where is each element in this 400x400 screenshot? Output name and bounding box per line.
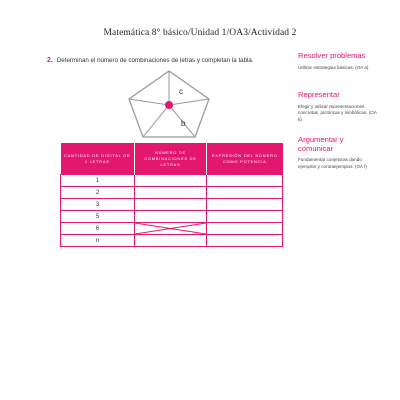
- table-row: [61, 199, 283, 211]
- skill-description: Fundamentar conjeturas dando ejemplos y contraejemplos. (OA f): [298, 157, 367, 169]
- power-expression-cell[interactable]: [207, 211, 283, 223]
- letters-count-cell: n: [61, 235, 135, 247]
- table-row: [61, 223, 283, 235]
- combinations-cell[interactable]: [135, 223, 207, 235]
- pentagon-figure: [124, 68, 214, 140]
- skill-description: Elegir y utilizar representaciones concretas, pictóricas y simbólicas. (OA k): [298, 103, 377, 122]
- skill-resolver: [298, 52, 378, 71]
- combinations-cell[interactable]: [135, 199, 207, 211]
- table-row: [61, 211, 283, 223]
- question-number: 2.: [47, 57, 53, 64]
- document-title: Matemática 8° básico/Unidad 1/OA3/Actividad 2: [103, 28, 297, 38]
- combinations-cell[interactable]: [135, 235, 207, 247]
- table-header-row: [61, 143, 283, 175]
- combinations-cell[interactable]: [135, 187, 207, 199]
- skill-heading: Resolver problemas: [298, 51, 366, 60]
- combinations-cell[interactable]: [135, 211, 207, 223]
- skill-description: Utilizar estrategias básicas. (OA a): [298, 64, 369, 70]
- header-letters-count: CANTIDAD DE DIGITAL DE 1 LETRAS: [61, 143, 135, 175]
- sector-label-b: b: [181, 119, 186, 128]
- sector-label-c: c: [179, 87, 183, 96]
- table-row: [61, 187, 283, 199]
- power-expression-cell[interactable]: [207, 175, 283, 187]
- skill-representar: [298, 91, 378, 123]
- skill-heading: Representar: [298, 90, 340, 99]
- question: [47, 57, 254, 64]
- skill-argumentar: [298, 136, 378, 170]
- letters-count-cell: 1: [61, 175, 135, 187]
- center-dot: [165, 101, 173, 109]
- letters-count-cell: 3: [61, 199, 135, 211]
- header-combinations: NÚMERO DE COMBINACIONES DE LETRAS: [135, 143, 207, 175]
- power-expression-cell[interactable]: [207, 223, 283, 235]
- header-power-expression: EXPRESIÓN DEL NÚMERO COMO POTENCIA: [207, 143, 283, 175]
- power-expression-cell[interactable]: [207, 199, 283, 211]
- table-row: [61, 235, 283, 247]
- table-row: [61, 175, 283, 187]
- letters-count-cell: 2: [61, 187, 135, 199]
- power-expression-cell[interactable]: [207, 235, 283, 247]
- combinations-table: [60, 143, 283, 247]
- cross-out-mark: [135, 223, 206, 234]
- power-expression-cell[interactable]: [207, 187, 283, 199]
- letters-count-cell: 5: [61, 211, 135, 223]
- letters-count-cell: 6: [61, 223, 135, 235]
- combinations-cell[interactable]: [135, 175, 207, 187]
- question-text: Determinan el número de combinaciones de letras y completan la tabla.: [56, 57, 254, 64]
- skill-heading: Argumentar y comunicar: [298, 135, 344, 153]
